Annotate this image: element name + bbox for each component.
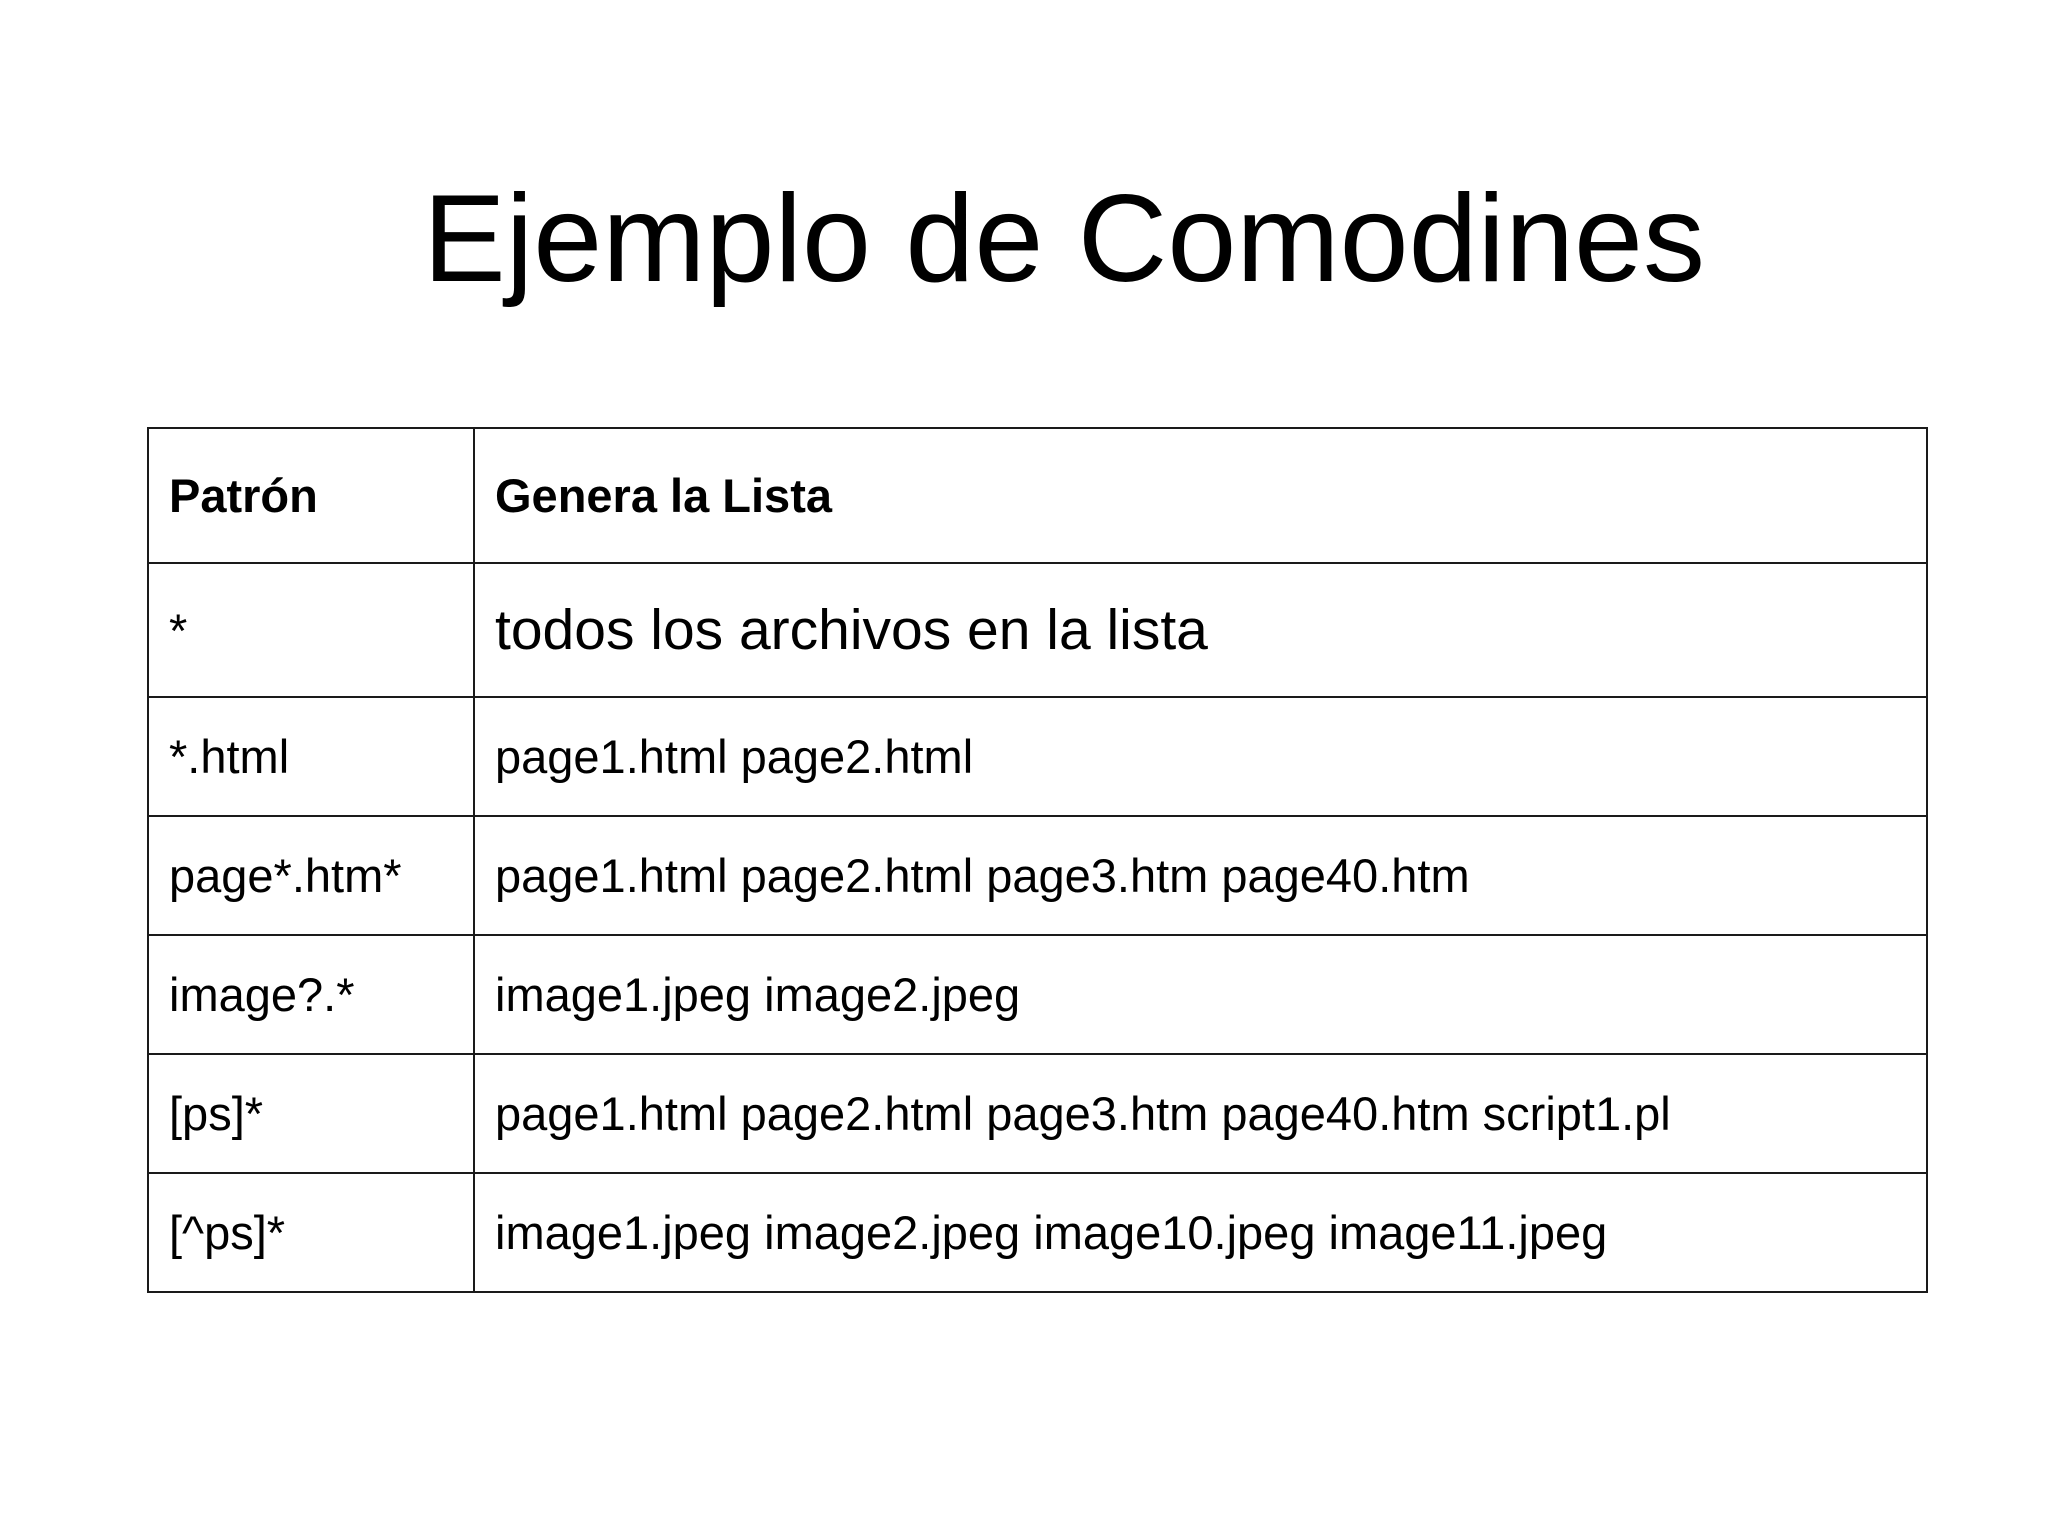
pattern-cell: *.html: [148, 697, 474, 816]
pattern-cell: [ps]*: [148, 1054, 474, 1173]
table-header-row: [148, 428, 1927, 563]
slide-title: Ejemplo de Comodines: [422, 170, 1706, 308]
pattern-cell: page*.htm*: [148, 816, 474, 935]
pattern-cell: *: [148, 563, 474, 697]
header-result: Genera la Lista: [474, 428, 1927, 563]
table-row: [148, 1173, 1927, 1292]
pattern-cell: [^ps]*: [148, 1173, 474, 1292]
table-row: [148, 697, 1927, 816]
table-row: [148, 563, 1927, 697]
table-row: [148, 816, 1927, 935]
result-cell: page1.html page2.html: [474, 697, 1927, 816]
table-row: [148, 1054, 1927, 1173]
result-cell: image1.jpeg image2.jpeg: [474, 935, 1927, 1054]
result-cell: page1.html page2.html page3.htm page40.htm: [474, 816, 1927, 935]
wildcard-table: [147, 427, 1928, 1293]
result-cell: page1.html page2.html page3.htm page40.htm script1.pl: [474, 1054, 1927, 1173]
result-cell: todos los archivos en la lista: [474, 563, 1927, 697]
pattern-cell: image?.*: [148, 935, 474, 1054]
table-row: [148, 935, 1927, 1054]
result-cell: image1.jpeg image2.jpeg image10.jpeg image11.jpeg: [474, 1173, 1927, 1292]
header-pattern: Patrón: [148, 428, 474, 563]
